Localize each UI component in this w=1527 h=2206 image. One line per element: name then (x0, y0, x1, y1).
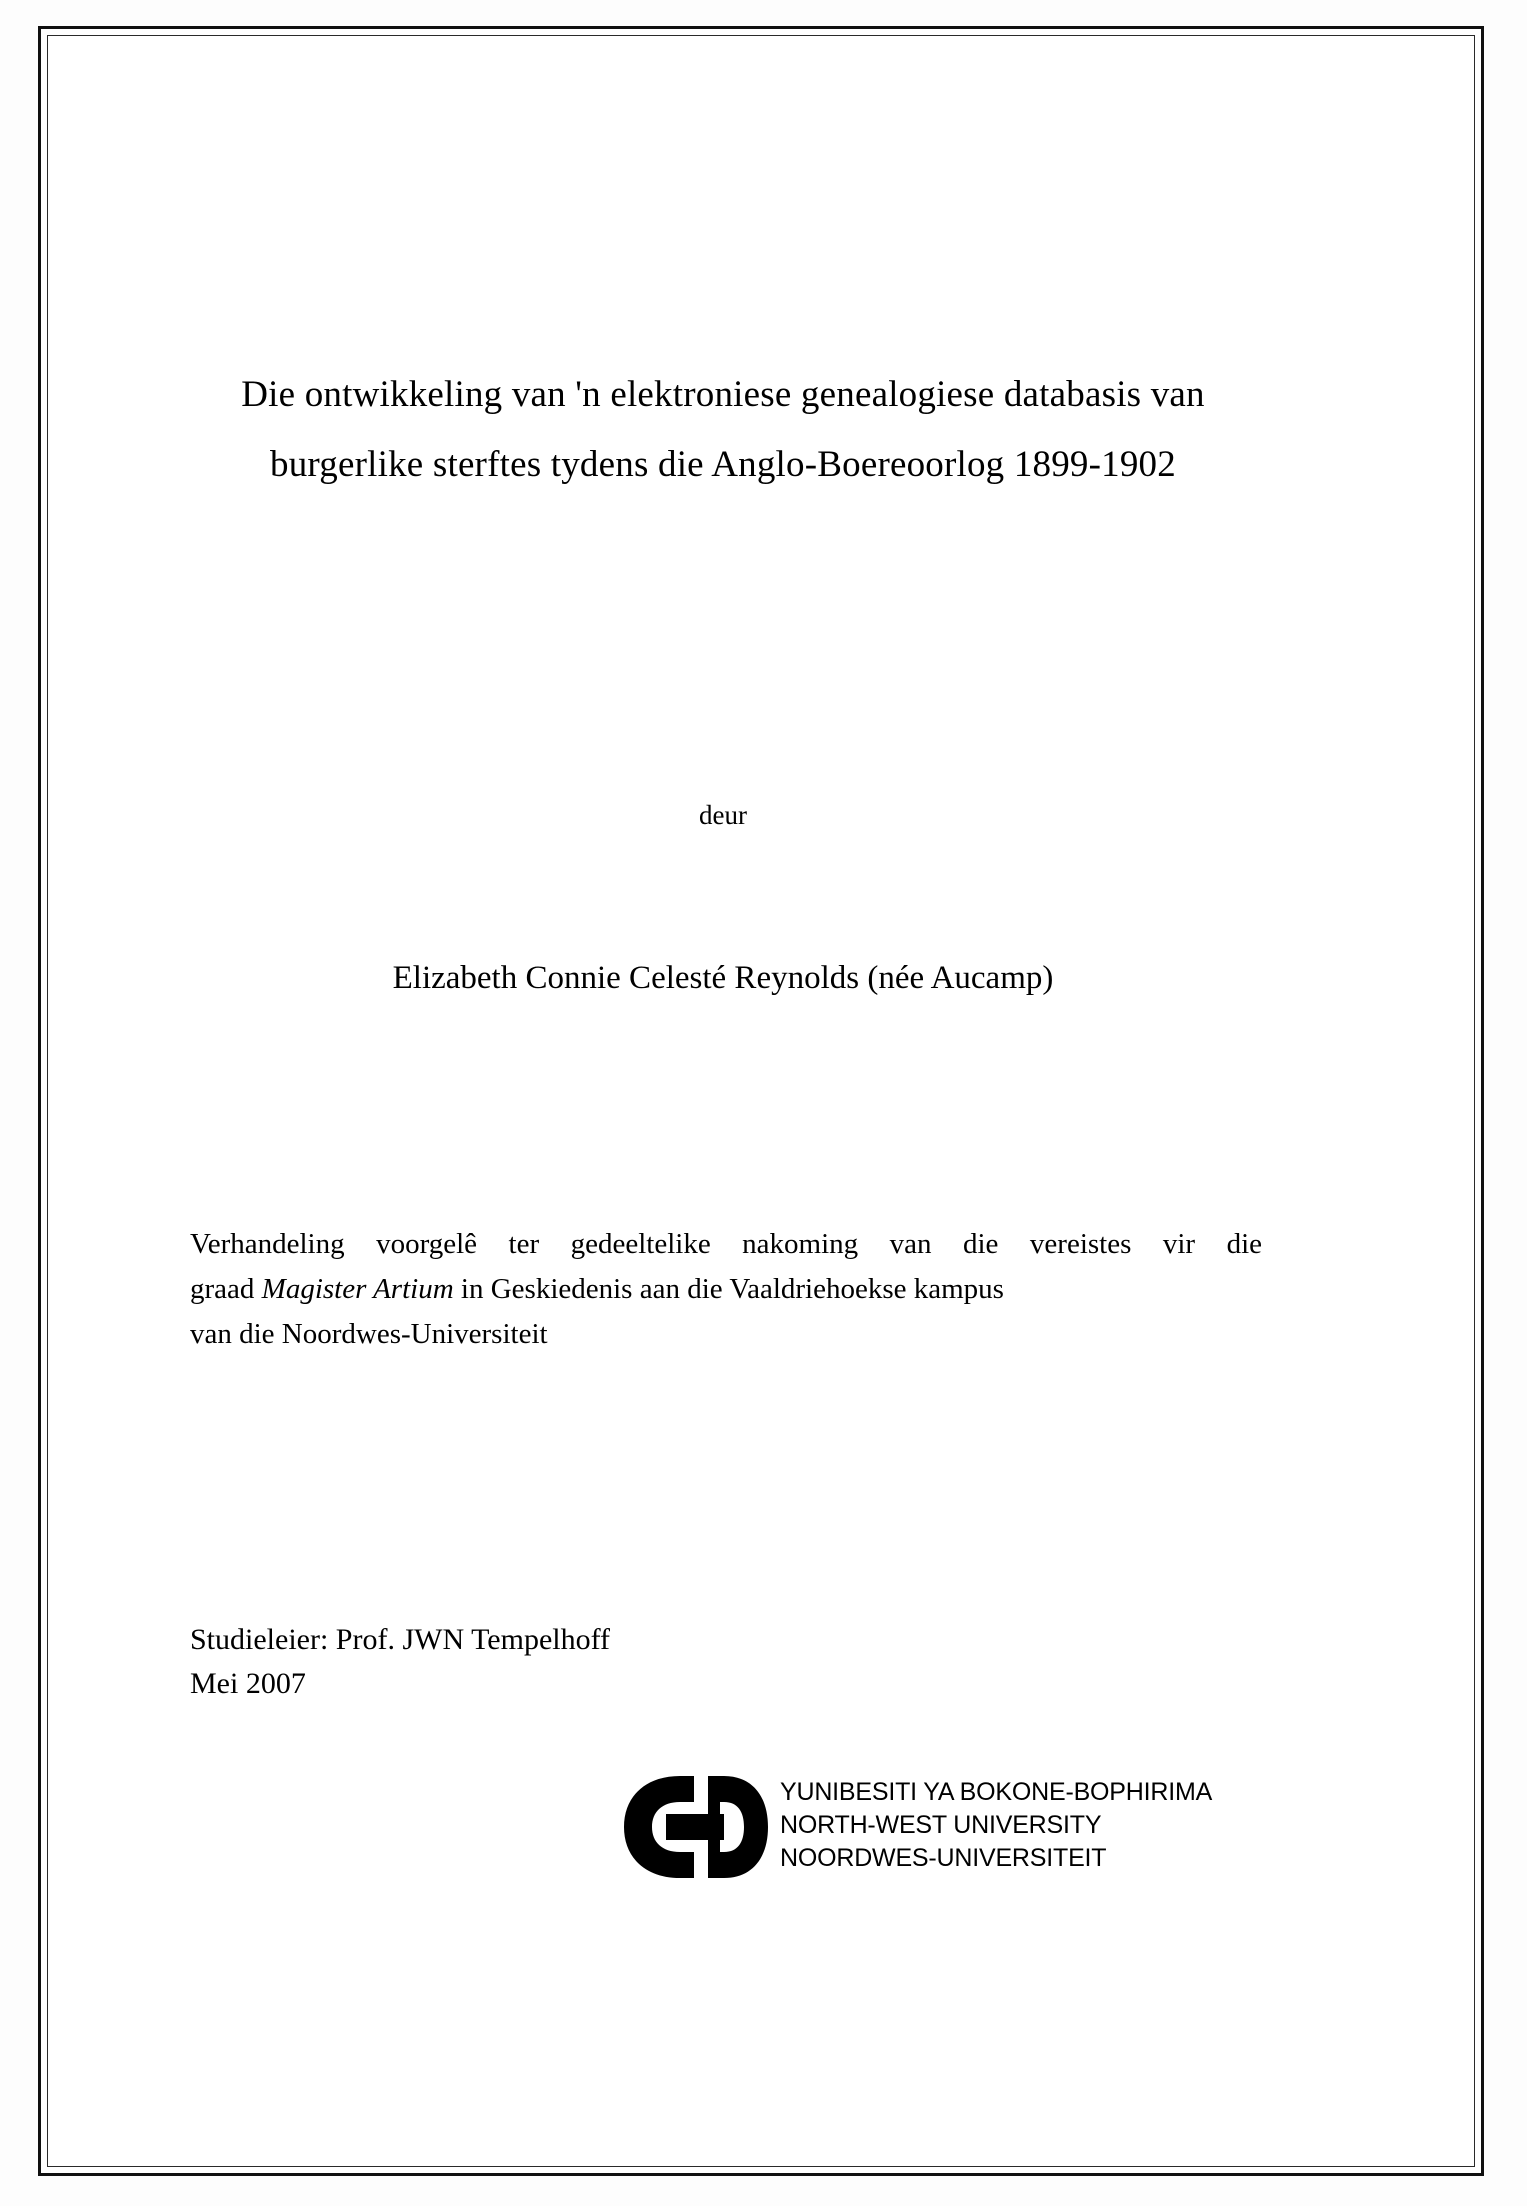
supervisor-line: Studieleier: Prof. JWN Tempelhoff (190, 1623, 611, 1656)
degree-statement-line-2-post: in Geskiedenis aan die Vaaldriehoekse kampus (453, 1273, 1004, 1305)
degree-statement (190, 1222, 1262, 1357)
degree-statement-line-2-pre: graad (190, 1273, 262, 1305)
page-title (180, 360, 1266, 500)
date-line: Mei 2007 (190, 1667, 306, 1700)
supervisor-block (190, 1618, 1090, 1706)
author-name: Elizabeth Connie Celesté Reynolds (née Aucamp) (392, 960, 1054, 996)
degree-statement-line-1: Verhandeling voorgelê ter gedeeltelike nakoming van die vereistes vir die (190, 1228, 1262, 1260)
degree-statement-line-2 (190, 1267, 1262, 1312)
university-logo (480, 1772, 1240, 1892)
by-label: deur (699, 800, 747, 830)
logo-text-line-2: NORTH-WEST UNIVERSITY (780, 1811, 1102, 1839)
nwu-logo-icon (620, 1774, 770, 1880)
title-page-content (150, 0, 1296, 2206)
degree-name: Magister Artium (261, 1273, 454, 1305)
logo-text-line-3: NOORDWES-UNIVERSITEIT (780, 1844, 1107, 1872)
university-logo-text (780, 1776, 1212, 1875)
logo-text-line-1: YUNIBESITI YA BOKONE-BOPHIRIMA (780, 1778, 1213, 1806)
degree-statement-line-3: van die Noordwes-Universiteit (190, 1318, 548, 1350)
title-line-2: burgerlike sterftes tydens die Anglo-Boereoorlog 1899-1902 (270, 444, 1176, 485)
title-line-1: Die ontwikkeling van 'n elektroniese genealogiese databasis van (241, 374, 1205, 415)
